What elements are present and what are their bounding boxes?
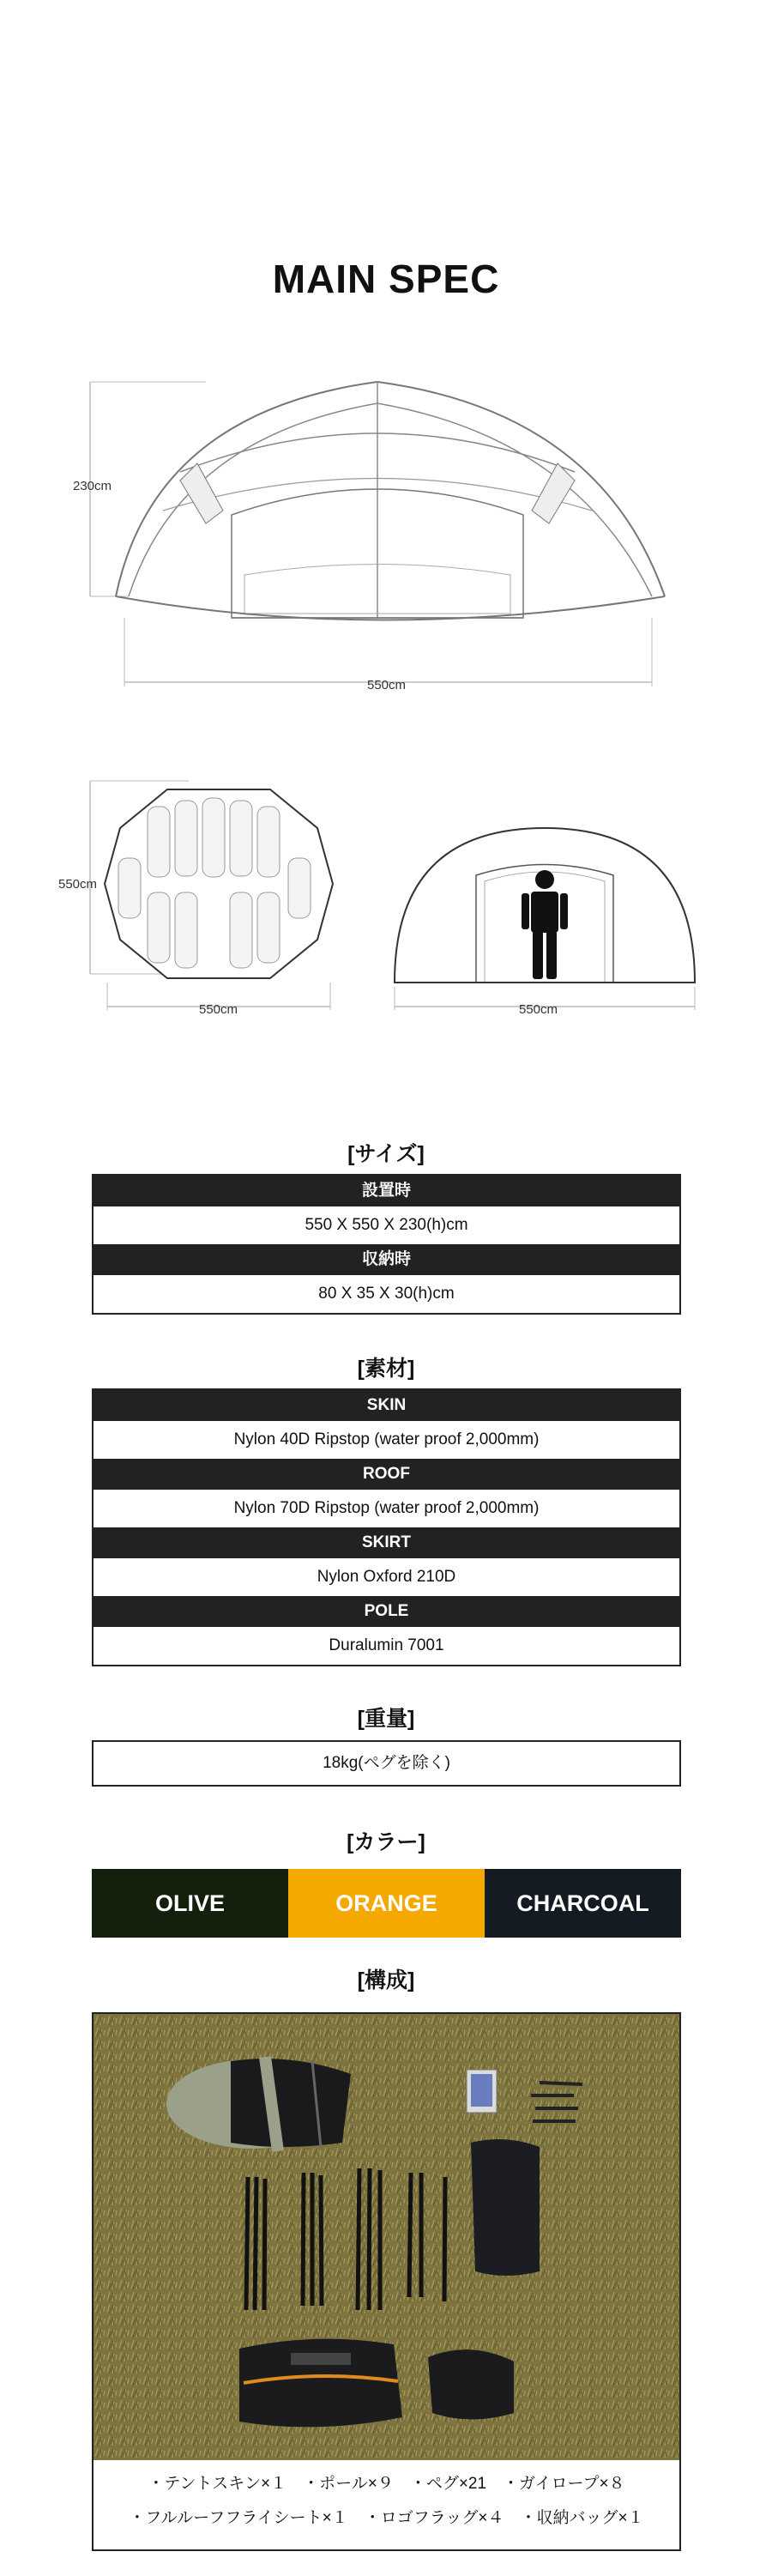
contents-heading: [構成] — [357, 1968, 415, 1992]
weight-heading: [重量] — [357, 1707, 415, 1731]
side-view-width-label: 550cm — [519, 1002, 558, 1017]
material-row-value: Nylon 70D Ripstop (water proof 2,000mm) — [93, 1490, 679, 1527]
size-row-header: 収納時 — [93, 1244, 679, 1275]
material-row-header: SKIN — [93, 1390, 679, 1421]
size-row-value: 550 X 550 X 230(h)cm — [93, 1206, 679, 1244]
weight-value: 18kg(ペグを除く) — [92, 1740, 681, 1787]
material-row-value: Nylon Oxford 210D — [93, 1558, 679, 1596]
contents-line-2: ・フルルーフフライシート×１ ・ロゴフラッグ×４ ・収納バッグ×１ — [129, 2509, 644, 2527]
top-view-height-label: 550cm — [58, 877, 98, 892]
size-heading: [サイズ] — [347, 1142, 425, 1166]
color-swatches — [92, 1869, 681, 1938]
material-row-header: ROOF — [93, 1459, 679, 1490]
material-heading: [素材] — [357, 1357, 415, 1381]
page-title: MAIN SPEC — [272, 257, 500, 301]
contents-line-1: ・テントスキン×１ ・ポール×９ ・ペグ×21 ・ガイロープ×８ — [148, 2475, 625, 2493]
storage-bag — [239, 2339, 402, 2428]
height-dimension-label: 230cm — [73, 479, 112, 493]
tent-side-view-diagram — [390, 819, 699, 1017]
material-table — [92, 1388, 681, 1666]
width-dimension-label: 550cm — [367, 678, 407, 692]
contents-photo-frame — [92, 2012, 681, 2551]
size-row-header: 設置時 — [93, 1176, 679, 1206]
contents-photo — [93, 2014, 679, 2460]
material-row-value: Nylon 40D Ripstop (water proof 2,000mm) — [93, 1421, 679, 1459]
size-table — [92, 1174, 681, 1315]
material-row-value: Duralumin 7001 — [93, 1627, 679, 1665]
tent-front-diagram — [51, 360, 703, 704]
color-olive: OLIVE — [92, 1869, 288, 1938]
color-orange: ORANGE — [288, 1869, 485, 1938]
material-row-header: POLE — [93, 1596, 679, 1627]
top-view-width-label: 550cm — [199, 1002, 238, 1017]
tent-top-view-diagram — [86, 777, 352, 1017]
size-row-value: 80 X 35 X 30(h)cm — [93, 1275, 679, 1313]
color-charcoal: CHARCOAL — [485, 1869, 681, 1938]
color-heading: [カラー] — [347, 1830, 425, 1854]
material-row-header: SKIRT — [93, 1527, 679, 1558]
